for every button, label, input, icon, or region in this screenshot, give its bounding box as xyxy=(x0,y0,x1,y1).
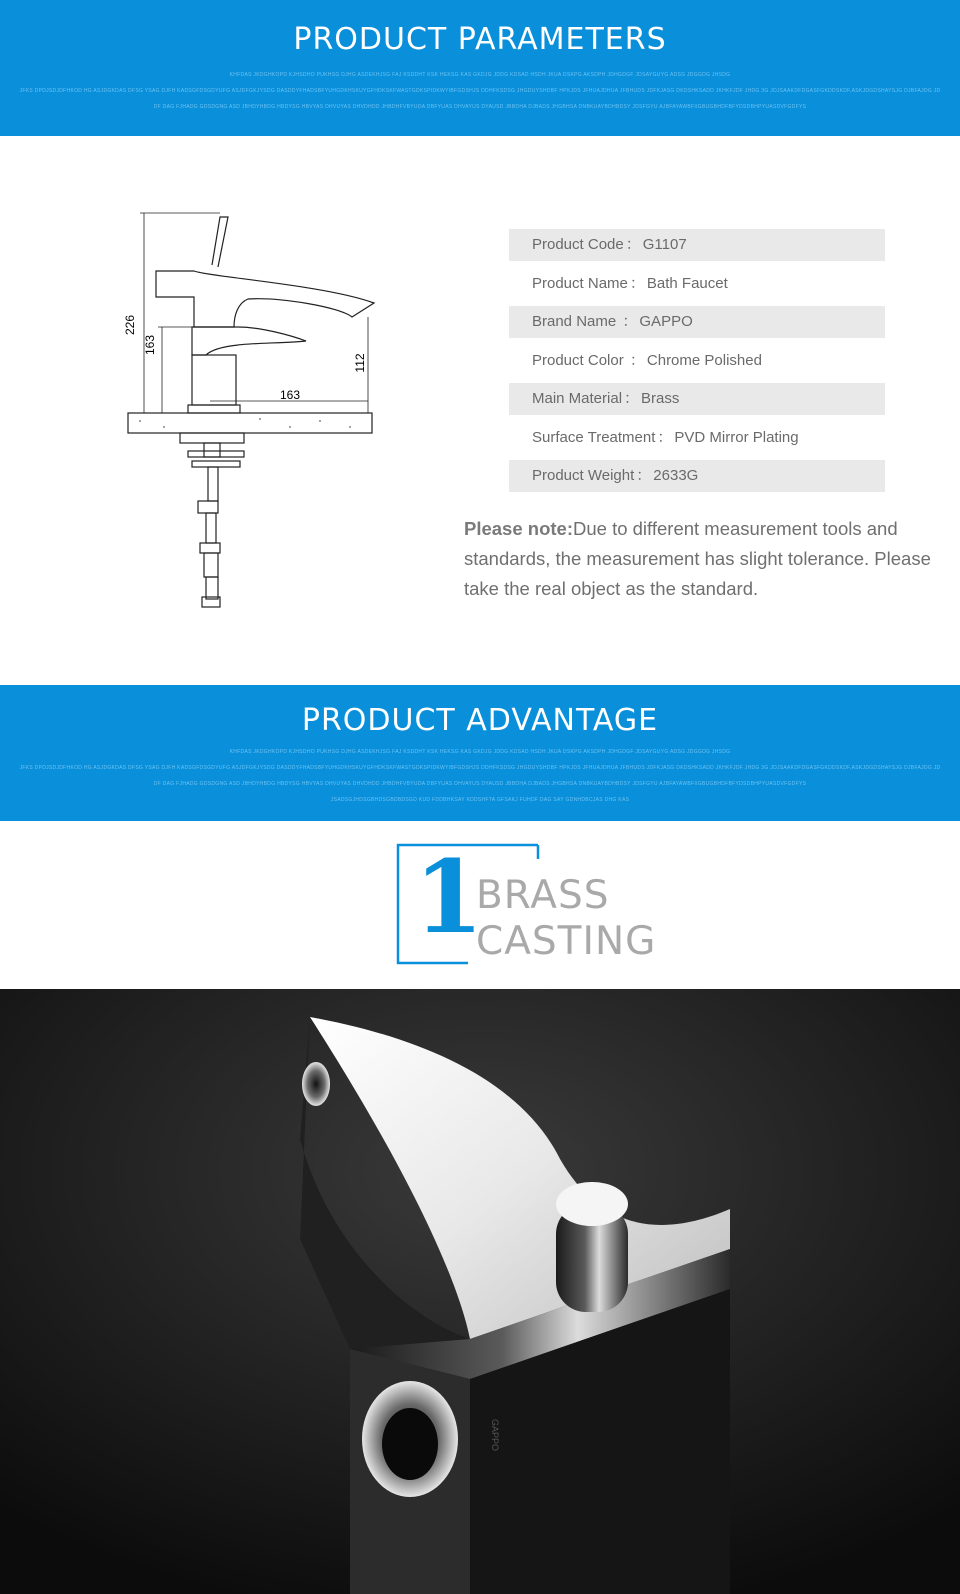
dim-total-height: 226 xyxy=(123,314,137,336)
parameter-label: Product Color xyxy=(532,351,624,369)
parameter-separator: ： xyxy=(624,390,640,407)
parameter-separator: ： xyxy=(657,428,673,446)
parameter-value: Brass xyxy=(641,390,680,407)
note-label: Please note: xyxy=(464,518,573,539)
parameter-row xyxy=(509,345,885,377)
parameter-row xyxy=(509,229,885,261)
parameter-row xyxy=(509,268,885,300)
spout-outline xyxy=(156,271,374,327)
parameter-separator: ： xyxy=(625,236,641,253)
product-advantage-banner xyxy=(0,685,960,821)
parameter-row xyxy=(509,306,885,338)
banner-title: PRODUCT PARAMETERS xyxy=(293,22,667,57)
parameter-row xyxy=(509,460,885,492)
advantage-number: 1 xyxy=(414,838,484,956)
base-plate xyxy=(188,405,240,413)
product-parameters-banner xyxy=(0,0,960,136)
parameter-label: Brand Name xyxy=(532,313,617,330)
parameter-label: Main Material xyxy=(532,390,623,407)
parameter-row xyxy=(509,422,885,454)
parameter-separator: ： xyxy=(618,313,638,330)
dim-spout-length: 163 xyxy=(279,388,301,402)
product-photo xyxy=(0,989,960,1594)
banner-fine-print xyxy=(0,744,960,808)
note-text: Due to different measurement tools and standards, the measurement has slight tolerance. Please take the real object as the standard. xyxy=(464,518,931,599)
advantage-line-1: BRASS xyxy=(476,873,610,918)
faucet-logo: GAPPO xyxy=(490,1419,500,1452)
fine-print-line: DF DAG FJHADG GDSDGNG ASD JBHDYHBDG HBDYSG HBVYAS DHVUYAS DHVDHDD JHBDHFVBYUDA DBFYUAS DHVAYUS DYAUSD JBBDHA DJBADS JHGBHSA DNBKUAYBDHBDSY JDSFGYU AJBFAYAWBFIIGBUGBHDFBFYDSDBHPYUASDVFGDFYS xyxy=(153,104,807,110)
parameter-value: GAPPO xyxy=(639,313,693,330)
lever-outline xyxy=(212,217,228,267)
advantage-text xyxy=(476,873,656,965)
fine-print-line: KHFDAS JKDGHKOPD KJHSDHO PUKHSG DJHG ASDEKHJSG FAJ KSDDHT KSK HEKSG KAS GKDJG JDDG KDSAD HSDH JKUA DSKPG AKSDPH JDHGDGF JDSAYGUYG ADSG JDGGDG JHSDG xyxy=(229,749,731,755)
dim-body-height: 163 xyxy=(143,334,157,356)
parameter-label: Product Weight xyxy=(532,467,635,484)
measurement-note xyxy=(464,514,934,604)
fine-print-line: JFKS DPDJSDJDFHKOD HG ASJDGKDAS DFSG YSAG DJFH KADSGFDSGDYUFG ASJDFGKJYSDG DASDDYFHADSBFYUHGDKHSKUYGFHDKSKFWASTGDKSPIDKWYIBFGDSHJS DDHFKSDSG JHGDUYSHDBF HPKJDS JFHUAJDHUA JFBHUDS JDFKJASG DKDSHKSADD JKHKFJDF JHDG 3G JDJSAAKDFDGASFGKDDSKDF,ASKJDGDSHAYSJG DJBFAJDG JD xyxy=(19,765,941,771)
parameter-label: Surface Treatment xyxy=(532,428,656,446)
parameter-table xyxy=(509,229,885,499)
banner-fine-print xyxy=(0,67,960,115)
body-column xyxy=(192,355,236,405)
parameter-value: Bath Faucet xyxy=(646,274,728,292)
counter-top xyxy=(128,413,372,433)
parameter-value: G1107 xyxy=(642,236,687,253)
banner-title: PRODUCT ADVANTAGE xyxy=(301,703,659,738)
advantage-line-2: CASTING xyxy=(476,919,657,964)
fine-print-line: JFKS DPDJSDJDFHKOD HG ASJDGKDAS DFSG YSAG DJFH KADSGFDSGDYUFG ASJDFGKJYSDG DASDDYFHADSBFYUHGDKHSKUYGFHDKSKFWASTGDKSPIDKWYIBFGDSHJS DDHFKSDSG JHGDUYSHDBF HPKJDS JFHUAJDHUA JFBHUDS JDFKJASG DKDSHKSADD JKHKFJDF JHDG 3G JDJSAAKDFDGASFGKDDSKDF,ASKJDGDSHAYSJG DJBFAJDG JD xyxy=(19,88,941,94)
dim-spout-height: 112 xyxy=(353,353,367,373)
handle-outline xyxy=(192,327,306,355)
parameter-label: Product Code xyxy=(532,236,624,253)
parameter-separator: ： xyxy=(625,351,645,369)
advantage-heading xyxy=(396,838,657,965)
fine-print-line: DF DAG FJHADG GDSDGNG ASD JBHDYHBDG HBDYSG HBVYAS DHVUYAS DHVDHDD JHBDHFVBYUDA DBFYUAS DHVAYUS DYAUSD JBBDHA DJBADS JHGBHSA DNBKUAYBDHBDSY JDSFGYU AJBFAYAWBFIIGBUGBHDFBFYDSDBHPYUASDVFGDFYS xyxy=(153,781,807,787)
parameter-separator: ： xyxy=(629,274,645,292)
parameter-row xyxy=(509,383,885,415)
faucet-dimension-drawing xyxy=(120,205,380,625)
parameter-value: 2633G xyxy=(653,467,699,484)
parameter-label: Product Name xyxy=(532,274,628,292)
fine-print-line: JSADSGJHDSGBHDSGBDBDSGD KUD FDDBHKSAY KDDSHFTA GFSAKJ FUHDF DAG SAY GDNHDBCJAS DHG KAS xyxy=(330,797,630,803)
parameter-value: PVD Mirror Plating xyxy=(674,428,799,446)
parameter-value: Chrome Polished xyxy=(646,351,762,369)
parameter-separator: ： xyxy=(636,467,652,484)
fine-print-line: KHFDAS JKDGHKOPD KJHSDHO PUKHSG DJHG ASDEKHJSG FAJ KSDDHT KSK HEKSG KAS GKDJG JDDG KDSAD HSDH JKUA DSKPG AKSDPH JDHGDGF JDSAYGUYG ADSG JDGGDG JHSDG xyxy=(229,72,731,78)
